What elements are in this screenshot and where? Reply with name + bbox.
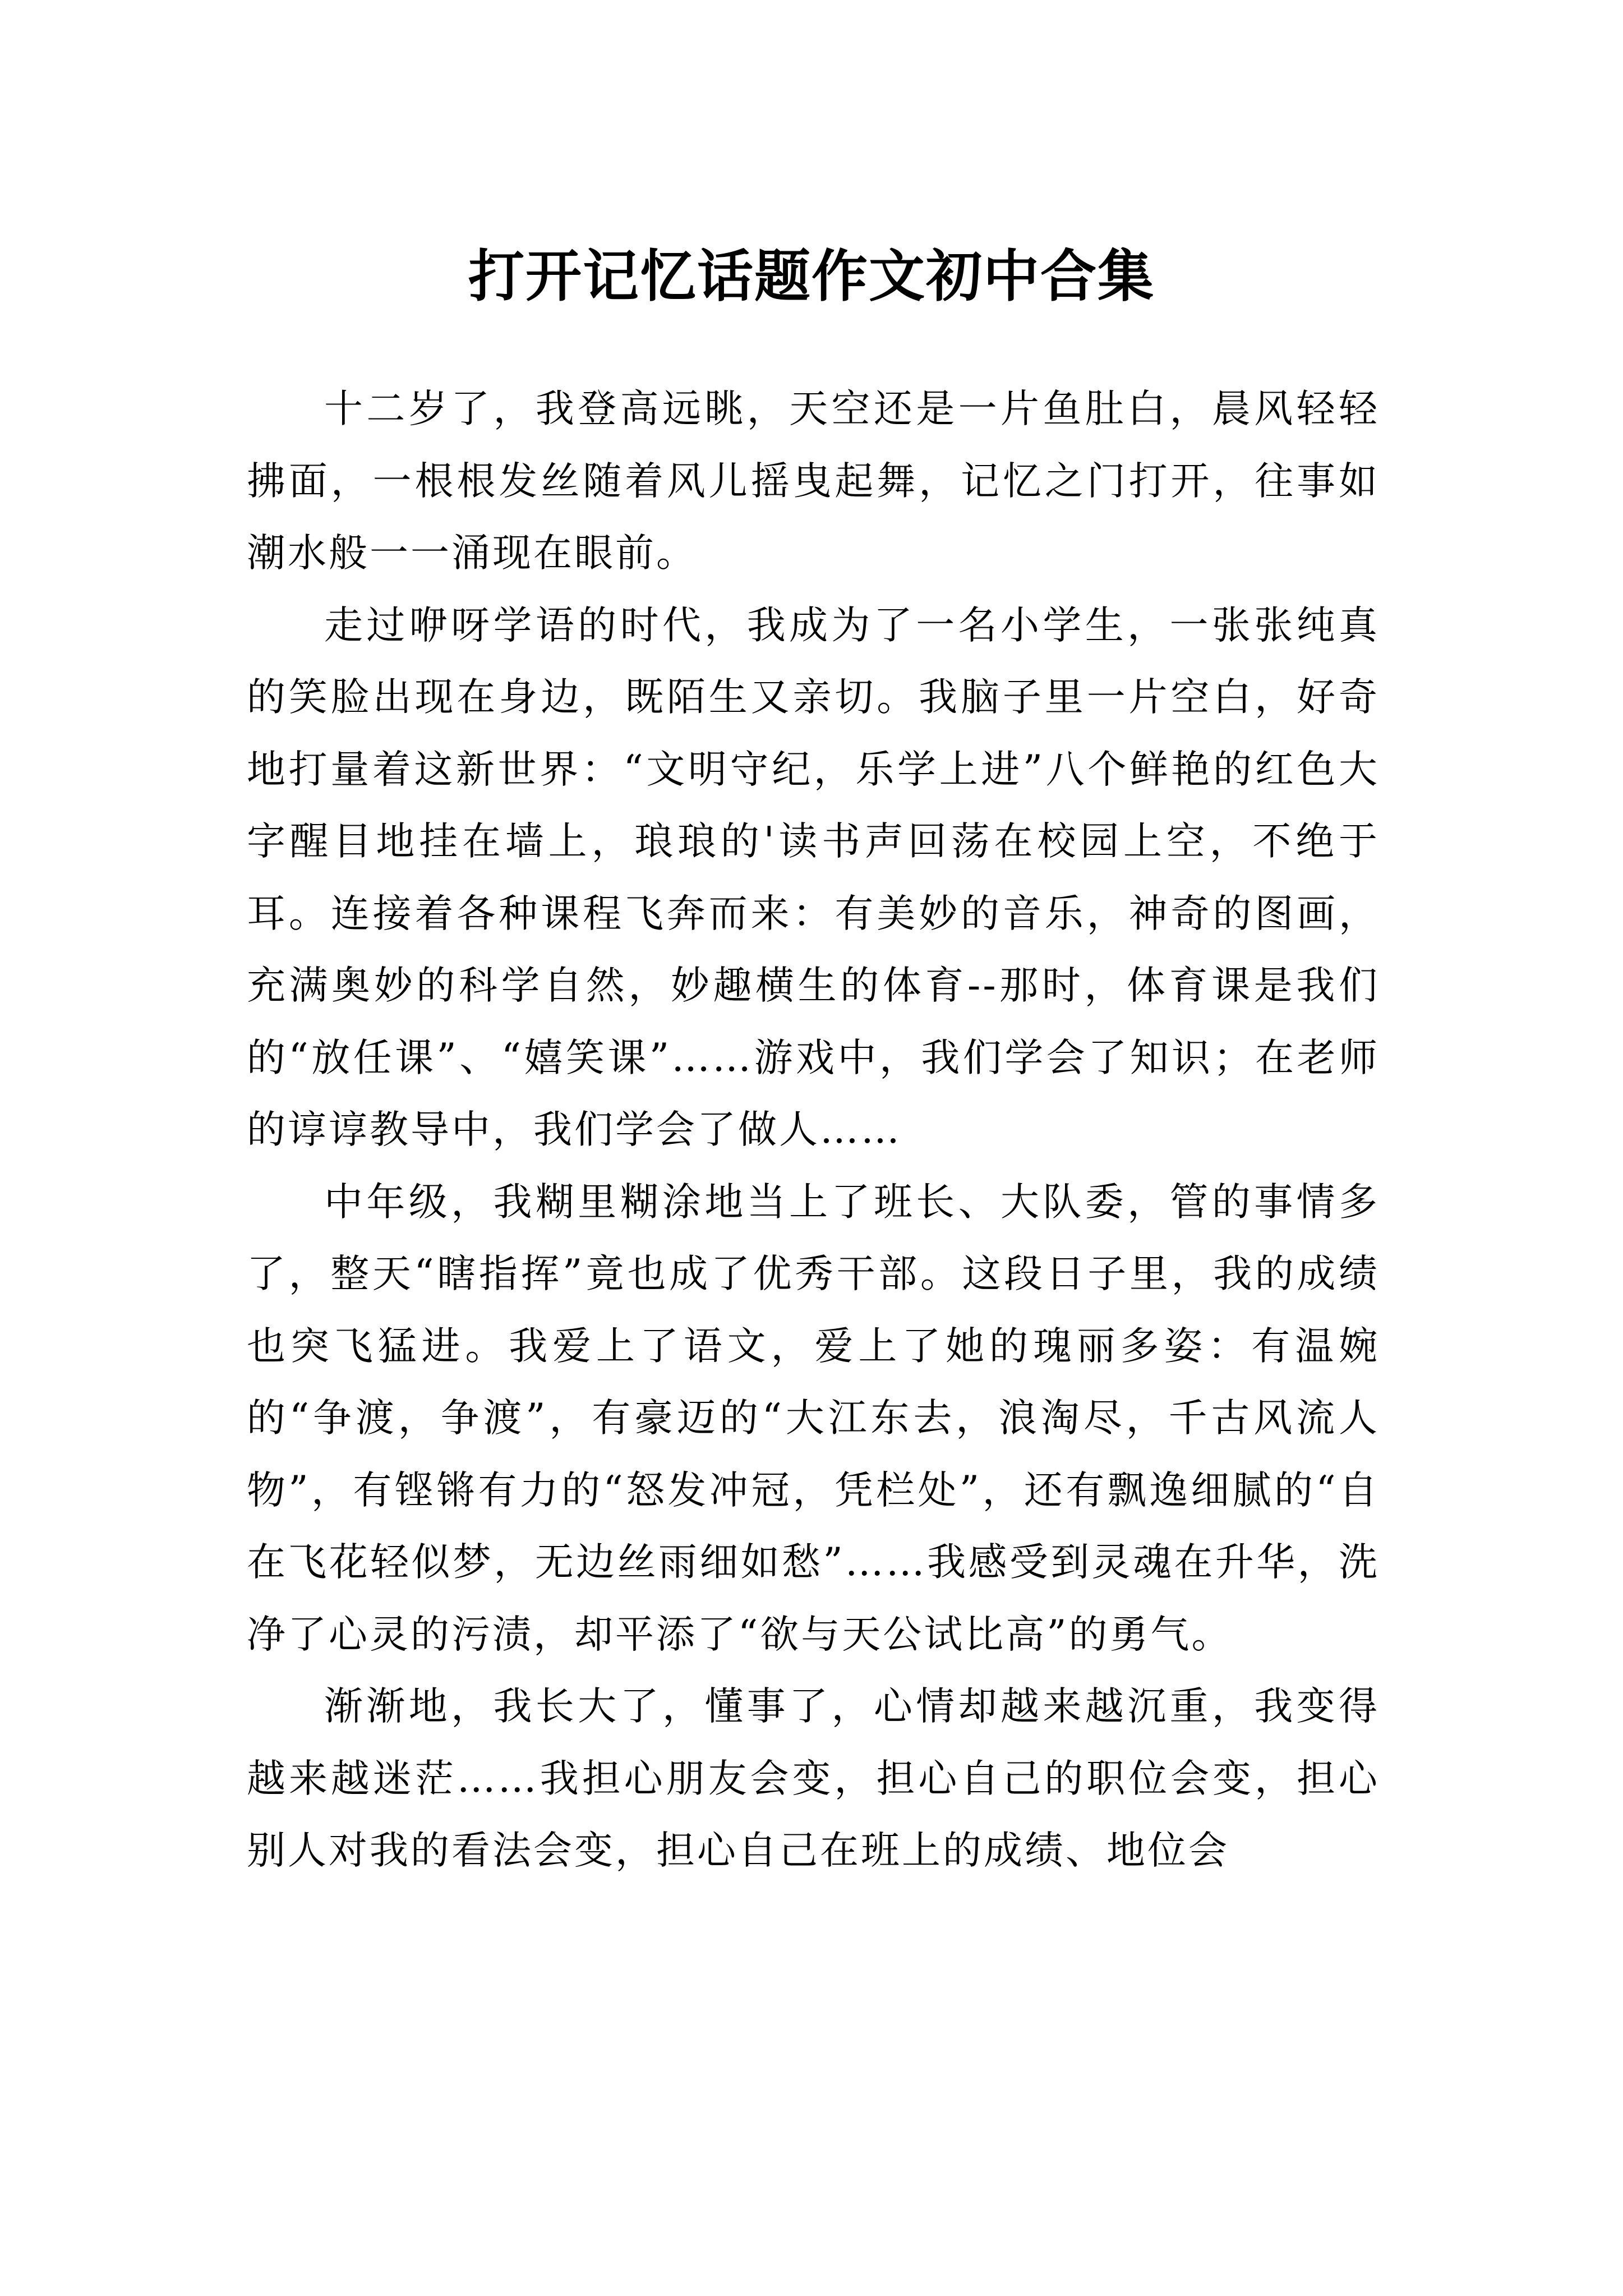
paragraph-4: 渐渐地，我长大了，懂事了，心情却越来越沉重，我变得越来越迷茫……我担心朋友会变，担心自己的职位会变，担心别人对我的看法会变，担心自己在班上的成绩、地位会 [247, 1684, 1380, 1873]
paragraph-1: 十二岁了，我登高远眺，天空还是一片鱼肚白，晨风轻轻拂面，一根根发丝随着风儿摇曳起舞，记忆之门打开，往事如潮水般一一涌现在眼前。 [247, 386, 1380, 576]
document-body [247, 373, 1380, 1887]
paragraph-2: 走过咿呀学语的时代，我成为了一名小学生，一张张纯真的笑脸出现在身边，既陌生又亲切。我脑子里一片空白，好奇地打量着这新世界：“文明守纪，乐学上进”八个鲜艳的红色大字醒目地挂在墙上，琅琅的'读书声回荡在校园上空，不绝于耳。连接着各种课程飞奔而来：有美妙的音乐，神奇的图画，充满奥妙的科学自然，妙趣横生的体育--那时，体育课是我们的“放任课”、“嬉笑课”……游戏中，我们学会了知识；在老师的谆谆教导中，我们学会了做人…… [247, 602, 1380, 1152]
document-title: 打开记忆话题作文初中合集 [468, 243, 1155, 309]
paragraph-3: 中年级，我糊里糊涂地当上了班长、大队委，管的事情多了，整天“瞎指挥”竟也成了优秀干部。这段日子里，我的成绩也突飞猛进。我爱上了语文，爱上了她的瑰丽多姿：有温婉的“争渡，争渡”，有豪迈的“大江东去，浪淘尽，千古风流人物”，有铿锵有力的“怒发冲冠，凭栏处”，还有飘逸细腻的“自在飞花轻似梦，无边丝雨细如愁”……我感受到灵魂在升华，洗净了心灵的污渍，却平添了“欲与天公试比高”的勇气。 [247, 1179, 1380, 1657]
